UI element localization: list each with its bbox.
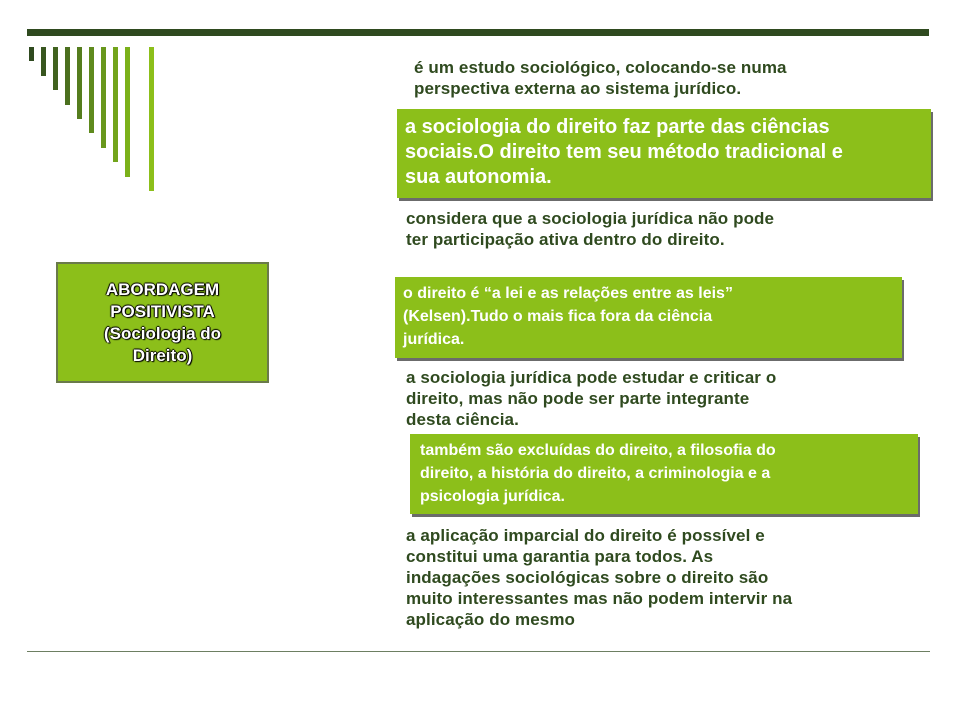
highlight-box-3 [410, 434, 918, 514]
highlight-box-1 [397, 109, 931, 198]
statement-1-line-2: perspectiva externa ao sistema jurídico. [414, 79, 742, 98]
statement-4-line-5: aplicação do mesmo [406, 610, 576, 629]
bar-8 [113, 47, 118, 162]
statement-2-line-1: considera que a sociologia jurídica não pode [406, 209, 775, 228]
bar-6 [89, 47, 94, 133]
statement-4-line-3: indagações sociológicas sobre o direito são [406, 568, 769, 587]
bar-1 [29, 47, 34, 61]
highlight-box-1-line-1: a sociologia do direito faz parte das ciências [405, 116, 830, 138]
statement-2-line-2: ter participação ativa dentro do direito. [406, 230, 725, 249]
statement-4 [406, 525, 792, 630]
bar-2 [41, 47, 46, 76]
bottom-rule [27, 651, 930, 652]
highlight-box-2 [395, 277, 902, 358]
statement-2 [406, 208, 774, 250]
highlight-box-1-line-2: sociais.O direito tem seu método tradicional e [405, 141, 843, 163]
statement-4-line-2: constitui uma garantia para todos. As [406, 547, 714, 566]
bar-5 [77, 47, 82, 119]
title-box [56, 262, 269, 383]
highlight-box-2-line-2: (Kelsen).Tudo o mais fica fora da ciência [403, 308, 713, 325]
bar-9 [125, 47, 130, 177]
statement-3 [406, 367, 776, 430]
statement-1-line-1: é um estudo sociológico, colocando-se numa [414, 58, 787, 77]
title-line-1: ABORDAGEM [105, 279, 220, 299]
statement-3-line-1: a sociologia jurídica pode estudar e criticar o [406, 368, 777, 387]
highlight-box-2-line-3: jurídica. [403, 331, 465, 348]
statement-4-line-1: a aplicação imparcial do direito é possível e [406, 526, 765, 545]
title-line-2: POSITIVISTA [110, 301, 215, 321]
bar-3 [53, 47, 58, 90]
highlight-box-3-line-2: direito, a história do direito, a criminologia e a [420, 465, 771, 482]
highlight-box-1-line-3: sua autonomia. [405, 166, 552, 188]
statement-4-line-4: muito interessantes mas não podem intervir na [406, 589, 793, 608]
statement-1 [414, 57, 787, 99]
bar-4 [65, 47, 70, 105]
decorative-bars [0, 0, 200, 200]
highlight-box-2-line-1: o direito é “a lei e as relações entre as leis” [403, 285, 733, 302]
title-line-3: (Sociologia do [103, 323, 222, 343]
bar-7 [101, 47, 106, 148]
highlight-box-3-line-3: psicologia jurídica. [420, 488, 565, 505]
bar-10 [149, 47, 154, 191]
statement-3-line-3: desta ciência. [406, 410, 519, 429]
title-line-4: Direito) [132, 345, 193, 365]
statement-3-line-2: direito, mas não pode ser parte integrante [406, 389, 750, 408]
highlight-box-3-line-1: também são excluídas do direito, a filosofia do [420, 442, 776, 459]
